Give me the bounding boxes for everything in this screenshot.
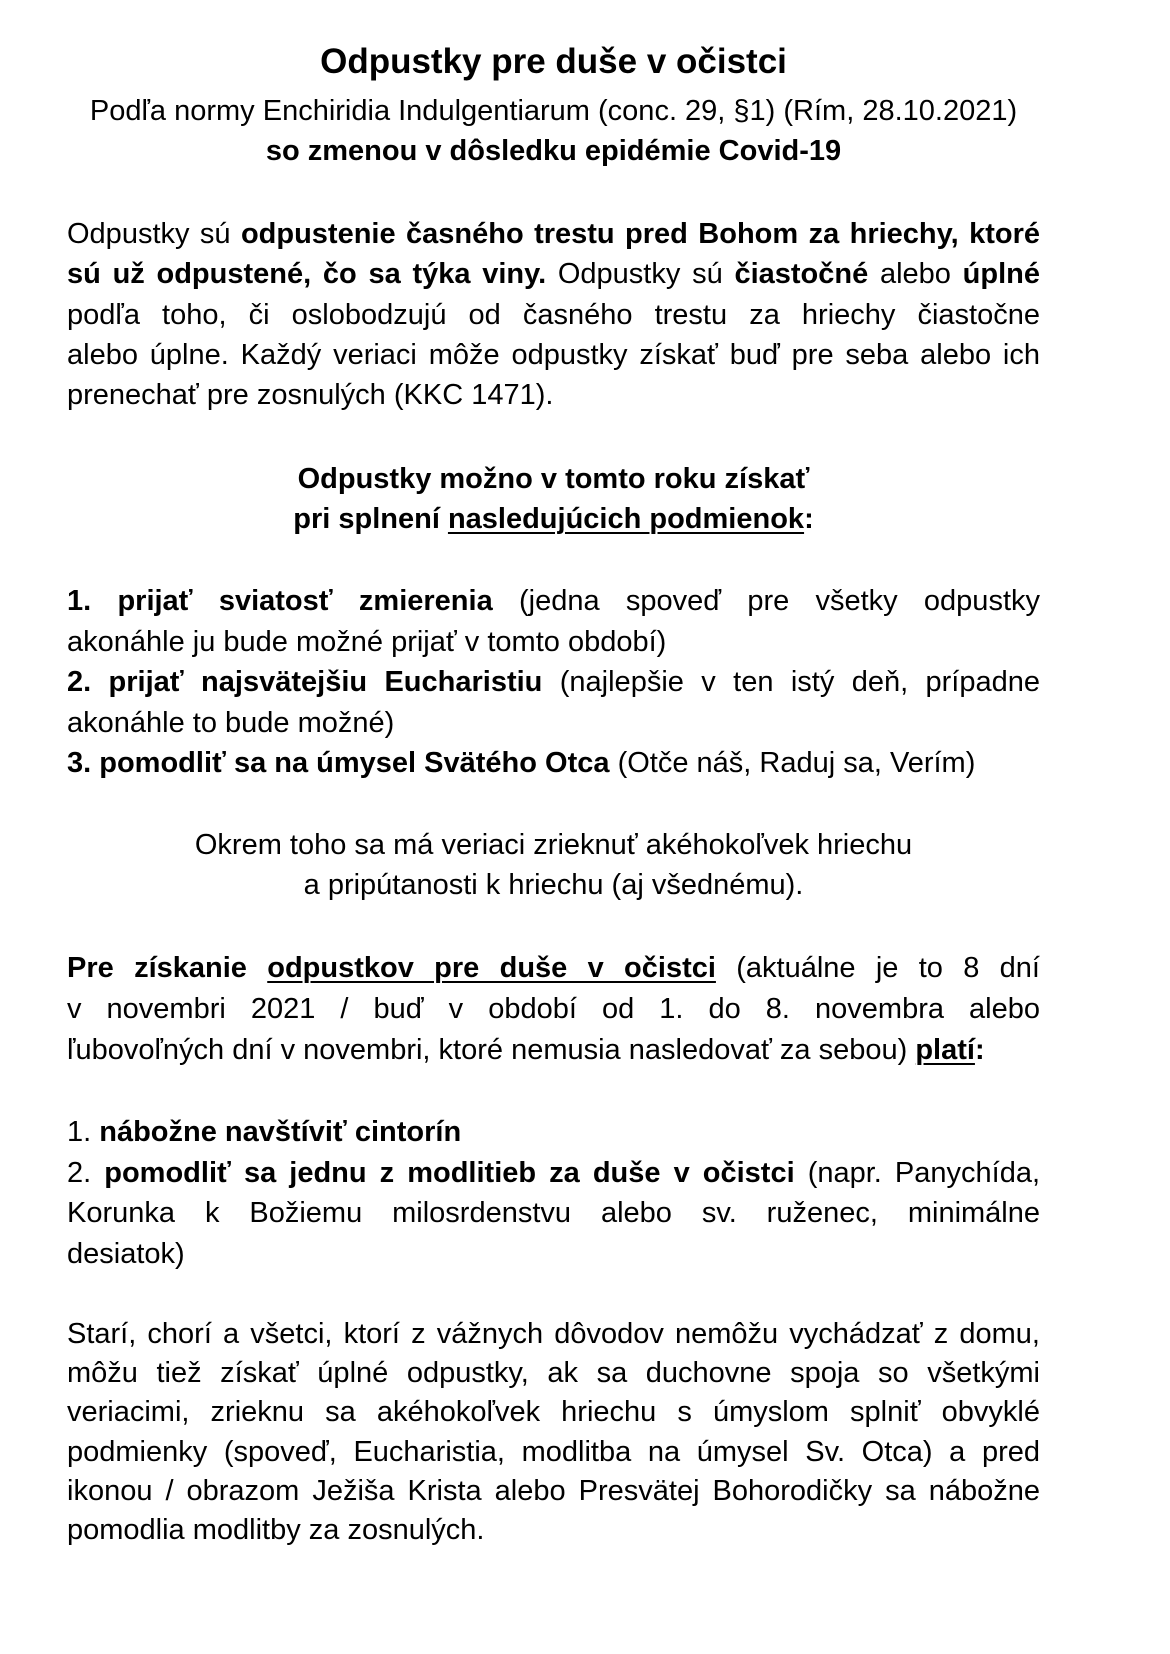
bold-text: čiastočné bbox=[734, 258, 869, 291]
homebound-paragraph bbox=[67, 1315, 1040, 1550]
list-item-line: akonáhle to bude možné) bbox=[67, 706, 395, 739]
conditions-heading bbox=[67, 459, 1040, 539]
bold-text: odpustenie časného trestu pred Bohom za hriechy, ktoré bbox=[240, 218, 1040, 250]
underlined-text: nasledujúcich podmienok bbox=[447, 503, 805, 535]
list-item bbox=[67, 581, 1040, 662]
list-item bbox=[67, 662, 1040, 743]
bold-text: úplné bbox=[962, 258, 1040, 291]
regular-text: Odpustky sú bbox=[67, 218, 241, 250]
covid-change-note: so zmenou v dôsledku epidémie Covid-19 bbox=[265, 135, 842, 167]
regular-text: (najlepšie v ten istý deň, prípadne bbox=[542, 666, 1040, 698]
paragraph-line bbox=[67, 1030, 1040, 1071]
list-item-line: Korunka k Božiemu milosrdenstvu alebo sv. ruženec, minimálne bbox=[67, 1197, 1040, 1230]
bold-text: pri splnení bbox=[293, 503, 448, 535]
list-item bbox=[67, 1112, 1040, 1153]
bold-text: 3. pomodliť sa na úmysel Svätého Otca bbox=[67, 747, 610, 779]
paragraph-line bbox=[67, 948, 1040, 989]
intro-paragraph bbox=[67, 214, 1040, 415]
bold-text: Pre získanie bbox=[67, 952, 268, 984]
list-item bbox=[67, 743, 1040, 784]
regular-text: (jedna spoveď pre všetky odpustky bbox=[492, 585, 1040, 617]
note-line: a pripútanosti k hriechu (aj všednému). bbox=[303, 869, 804, 901]
bold-text: 1. prijať sviatosť zmierenia bbox=[67, 585, 493, 617]
list-item bbox=[67, 1153, 1040, 1275]
souls-conditions-list bbox=[67, 1112, 1040, 1275]
list-item-line bbox=[67, 743, 1040, 784]
conditions-list bbox=[67, 581, 1040, 784]
list-item-line bbox=[67, 662, 1040, 703]
paragraph-line bbox=[67, 214, 1040, 254]
bold-text: : bbox=[974, 1034, 985, 1066]
list-item-line bbox=[67, 581, 1040, 622]
paragraph-line: môžu tiež získať úplné odpustky, ak sa duchovne spoja so všetkými bbox=[67, 1357, 1040, 1390]
bold-text: : bbox=[804, 503, 814, 535]
bold-text: pomodliť sa jednu z modlitieb za duše v očistci bbox=[104, 1156, 795, 1189]
regular-text: 1. bbox=[67, 1116, 100, 1148]
souls-paragraph bbox=[67, 948, 1040, 1071]
underlined-text: odpustkov pre duše v očistci bbox=[267, 952, 716, 984]
heading-line bbox=[67, 499, 1040, 539]
heading-line: Odpustky možno v tomto roku získať bbox=[297, 463, 810, 495]
paragraph-line bbox=[67, 254, 1040, 294]
bold-text: 2. prijať najsvätejšiu Eucharistiu bbox=[67, 666, 543, 698]
list-item-line: akonáhle ju bude možné prijať v tomto období) bbox=[67, 625, 667, 658]
regular-text: ľubovoľných dní v novembri, ktoré nemusia nasledovať za sebou) bbox=[67, 1034, 916, 1066]
note-line: Okrem toho sa má veriaci zrieknuť akéhokoľvek hriechu bbox=[194, 829, 913, 861]
paragraph-line: pomodlia modlitby za zosnulých. bbox=[67, 1513, 485, 1546]
list-item-line bbox=[67, 1153, 1040, 1194]
renunciation-note bbox=[67, 825, 1040, 905]
bold-text: sú už odpustené, čo sa týka viny. bbox=[67, 258, 547, 291]
norm-reference: Podľa normy Enchiridia Indulgentiarum (conc. 29, §1) (Rím, 28.10.2021) bbox=[89, 95, 1018, 127]
paragraph-line: podmienky (spoveď, Eucharistia, modlitba na úmysel Sv. Otca) a pred bbox=[67, 1435, 1040, 1468]
bold-text: nábožne navštíviť cintorín bbox=[99, 1116, 462, 1148]
underlined-text: platí bbox=[915, 1034, 975, 1066]
paragraph-line: podľa toho, či oslobodzujú od časného trestu za hriechy čiastočne bbox=[67, 298, 1040, 331]
regular-text: (aktuálne je to 8 dní bbox=[715, 952, 1040, 984]
regular-text: alebo bbox=[868, 258, 963, 291]
paragraph-line: Starí, chorí a všetci, ktorí z vážnych dôvodov nemôžu vychádzať z domu, bbox=[67, 1318, 1040, 1350]
paragraph-line: alebo úplne. Každý veriaci môže odpustky získať buď pre seba alebo ich bbox=[67, 338, 1040, 371]
document-subtitle bbox=[67, 91, 1040, 171]
document-title: Odpustky pre duše v očistci bbox=[320, 42, 787, 81]
list-item-line: desiatok) bbox=[67, 1238, 185, 1271]
paragraph-line: ikonou / obrazom Ježiša Krista alebo Presvätej Bohorodičky sa nábožne bbox=[67, 1474, 1040, 1507]
paragraph-line: prenechať pre zosnulých (KKC 1471). bbox=[67, 379, 554, 412]
regular-text: (napr. Panychída, bbox=[794, 1156, 1041, 1189]
regular-text: (Otče náš, Raduj sa, Verím) bbox=[609, 747, 976, 779]
regular-text: Odpustky sú bbox=[546, 258, 735, 291]
paragraph-line: v novembri 2021 / buď v období od 1. do 8. novembra alebo bbox=[67, 993, 1040, 1025]
paragraph-line: veriacimi, zrieknu sa akéhokoľvek hriechu s úmyslom splniť obvyklé bbox=[67, 1396, 1040, 1429]
list-item-line bbox=[67, 1112, 1040, 1153]
regular-text: 2. bbox=[67, 1156, 105, 1189]
